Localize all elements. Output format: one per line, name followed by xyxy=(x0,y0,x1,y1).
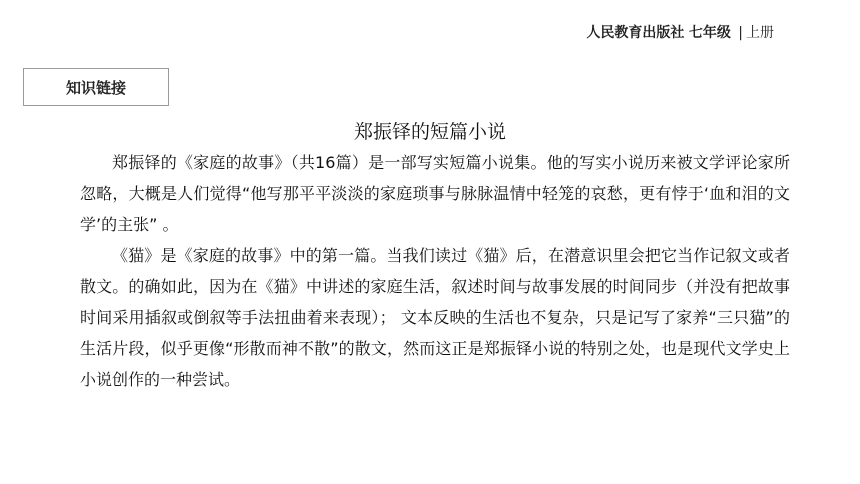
article-body xyxy=(80,147,790,395)
paragraph: 郑振铎的《家庭的故事》（共16篇）是一部写实短篇小说集。他的写实小说历来被文学评论家所忽略，大概是人们觉得“他写那平平淡淡的家庭琐事与脉脉温情中轻笼的哀愁，更有悖于‘血和泪的文学’的主张” 。 xyxy=(80,153,790,234)
header-separator: | xyxy=(738,25,743,41)
paragraph: 《猫》是《家庭的故事》中的第一篇。当我们读过《猫》后，在潜意识里会把它当作记叙文或者散文。的确如此，因为在《猫》中讲述的家庭生活，叙述时间与故事发展的时间同步（并没有把故事时间采用插叙或倒叙等手法扭曲着来表现）； 文本反映的生活也不复杂，只是记写了家养“三只猫”的生活片段，似乎更像“形散而神不散”的散文，然而这正是郑振铎小说的特别之处，也是现代文学史上小说创作的一种尝试。 xyxy=(80,246,790,389)
article-title: 郑振铎的短篇小说 xyxy=(353,121,506,143)
volume-label: 上册 xyxy=(746,25,774,41)
section-tag: 知识链接 xyxy=(23,68,169,106)
publisher-name: 人民教育出版社 xyxy=(586,25,685,41)
grade-label: 七年级 xyxy=(688,25,731,41)
publisher-header xyxy=(586,22,774,42)
